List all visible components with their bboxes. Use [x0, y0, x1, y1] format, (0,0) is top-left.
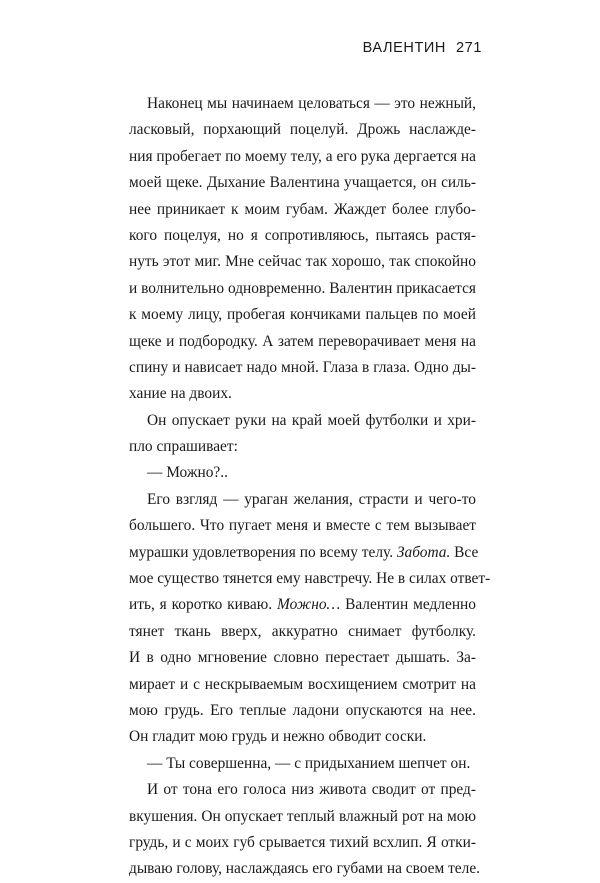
text-line: Он гладит мою грудь и нежно обводит соски. [129, 728, 427, 746]
text-fragment: Все [454, 543, 479, 561]
text-line: вкушения. Он опускает теплый влажный рот на мою [129, 807, 476, 825]
text-line: дываю голову, наслаждаясь его губами на своем теле. [129, 860, 480, 878]
text-line: нее приникает к моим губам. Жаждет более глубо- [129, 200, 476, 218]
text-line: Он опускает руки на край моей футболки и хри- [147, 411, 476, 429]
dialogue-line: — Можно?.. [147, 464, 228, 482]
text-line: Наконец мы начинаем целоваться — это нежный, [147, 95, 476, 112]
text-line: мое существо тянется ему навстречу. Не в силах ответ- [129, 570, 491, 588]
running-head [363, 40, 482, 56]
text-line: моей щеке. Дыхание Валентина учащается, он силь- [129, 174, 476, 192]
text-line: ния пробегает по моему телу, а его рука дергается на [129, 147, 476, 165]
text-line: большего. Что пугает меня и вместе с тем вызывает [129, 517, 476, 535]
text-line [129, 592, 476, 618]
italic-word: Можно… [276, 596, 341, 614]
text-line: И в одно мгновение словно перестает дышать. За- [129, 649, 476, 667]
text-fragment: Валентин медленно [345, 596, 476, 614]
page-number: 271 [456, 40, 482, 56]
chapter-title: ВАЛЕНТИН [362, 40, 446, 56]
italic-word: Забота. [396, 543, 451, 561]
text-line: щеке и подбородку. А затем переворачивает меня на [129, 332, 476, 350]
text-line: пло спрашивает: [129, 438, 238, 456]
text-line: и волнительно одновременно. Валентин прикасается [129, 279, 476, 297]
text-fragment: мурашки удовлетворения по всему телу. [129, 543, 394, 561]
text-line: грудь, и с моих губ срывается тихий всхлип. Я отки- [129, 833, 476, 851]
text-line: мою грудь. Его теплые ладони опускаются на нее. [129, 701, 476, 719]
text-line: хание на двоих. [129, 385, 232, 403]
text-line: Его взгляд — ураган желания, страсти и чего-то [147, 490, 476, 508]
text-line: тянет ткань вверх, аккуратно снимает футболку. [129, 622, 476, 640]
text-line: мирает и с нескрываемым восхищением смотрит на [129, 675, 476, 693]
text-line: к моему лицу, пробегая кончиками пальцев по моей [129, 306, 476, 324]
text-line: спину и нависает надо мной. Глаза в глаза. Одно ды- [129, 358, 476, 376]
text-line [129, 540, 479, 566]
text-line: нуть этот миг. Мне сейчас так хорошо, так спокойно [129, 253, 476, 271]
text-line: ласковый, порхающий поцелуй. Дрожь наслажде- [129, 121, 476, 139]
body-text [129, 91, 491, 883]
text-line: кого поцелуя, но я сопротивляюсь, пытаясь растя- [129, 226, 476, 244]
text-line: И от тона его голоса низ живота сводит от пред- [147, 781, 476, 799]
text-fragment: ить, я коротко киваю. [129, 596, 273, 614]
dialogue-line: — Ты совершенна, — с придыханием шепчет он. [147, 754, 471, 772]
